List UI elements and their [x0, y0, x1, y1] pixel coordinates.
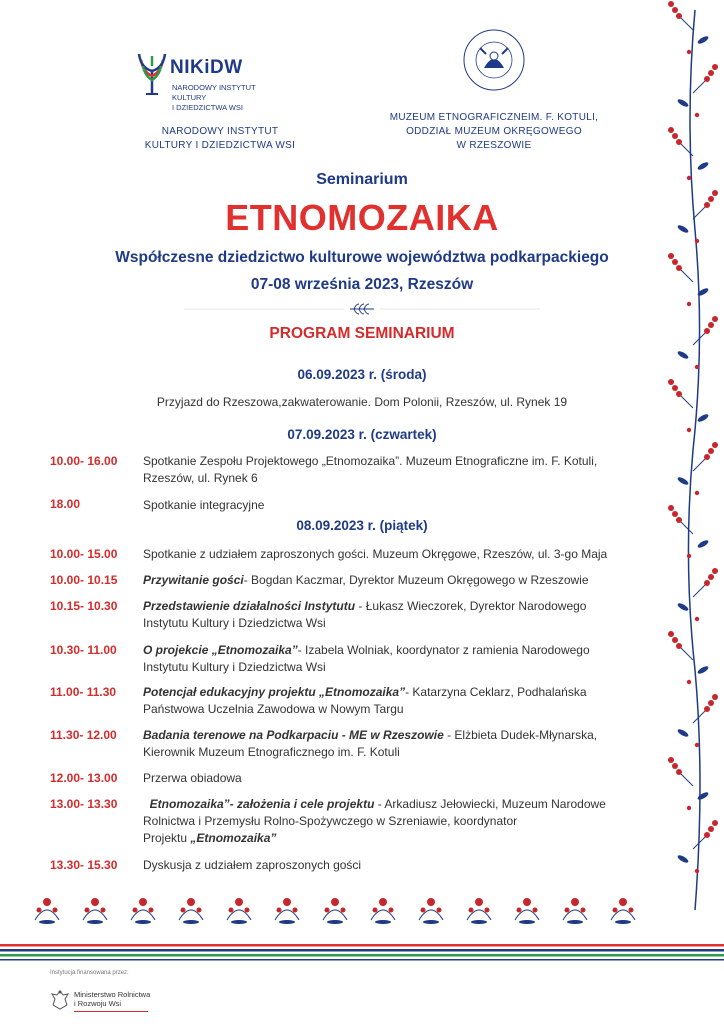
ministry-line2: i Rozwoju Wsi: [74, 999, 122, 1008]
item-text: - Izabela Wolniak, koordynator z ramienia Narodowego: [297, 643, 590, 657]
item-text: - Bogdan Kaczmar, Dyrektor Muzeum Okręgowego w Rzeszowie: [243, 573, 589, 587]
item-text: - Łukasz Wieczorek, Dyrektor Narodowego: [355, 599, 587, 613]
folk-ornament-bottom-icon: [20, 880, 660, 940]
item-text2: Instytutu Kultury i Dziedzictwa Wsi: [143, 616, 326, 630]
day-heading-1: 06.09.2023 r. (środa): [297, 367, 427, 382]
day-heading-2: 07.09.2023 r. (czwartek): [287, 427, 437, 442]
item-desc: [143, 546, 643, 563]
inst-right-line2: ODDZIAŁ MUZEUM OKRĘGOWEGO: [406, 126, 582, 137]
item-desc: [143, 684, 643, 718]
item-text2: Rolnictwa i Przemysłu Rolno-Spożywczego w Szreniawie, koordynator: [143, 814, 518, 828]
ministry-line1: Ministerstwo Rolnictwa: [74, 990, 151, 999]
item-desc: [143, 796, 643, 847]
item-text: Spotkanie z udziałem zaproszonych gości. Muzeum Okręgowe, Rzeszów, ul. 3-go Maja: [143, 547, 608, 561]
item-desc: [143, 598, 643, 632]
item-text: Dyskusja z udziałem zaproszonych gości: [143, 858, 362, 872]
ministry-underline: [74, 1011, 148, 1012]
subtitle: Współczesne dziedzictwo kulturowe województwa podkarpackiego: [115, 249, 609, 266]
item-time: 11.30- 12.00: [50, 728, 117, 742]
item-text2: Instytutu Kultury i Dziedzictwa Wsi: [143, 660, 326, 674]
item-time: 10.15- 10.30: [50, 599, 118, 613]
item-text: - Elżbieta Dudek-Młynarska,: [443, 728, 598, 742]
inst-left-line2: KULTURY I DZIEDZICTWA WSI: [144, 140, 296, 151]
item-lead: O projekcie „Etnomozaika”: [143, 643, 298, 657]
item-time: 10.00- 10.15: [50, 573, 118, 587]
funded-label: Instytucja finansowana przez:: [50, 970, 129, 976]
item-text2: Kierownik Muzeum Etnograficznego im. F. Kotuli: [143, 745, 400, 759]
item-desc: [143, 453, 643, 487]
color-stripes: [0, 944, 724, 964]
folk-ornament-right-icon: [655, 0, 724, 920]
day-1-note: Przyjazd do Rzeszowa,zakwaterowanie. Dom Polonii, Rzeszów, ul. Rynek 19: [156, 395, 568, 409]
inst-right-line1: MUZEUM ETNOGRAFICZNEIM. F. KOTULI,: [389, 112, 599, 123]
item-text: - Arkadiusz Jełowiecki, Muzeum Narodowe: [374, 797, 606, 811]
inst-left-line1: NARODOWY INSTYTUT: [161, 126, 279, 137]
ministry-name: [74, 990, 150, 1008]
item-lead: Badania terenowe na Podkarpaciu - ME w Rzeszowie: [143, 728, 444, 742]
day-heading-3: 08.09.2023 r. (piątek): [296, 518, 428, 533]
eagle-emblem-icon: [50, 988, 70, 1012]
item-desc: [143, 497, 643, 514]
seminar-label: Seminarium: [316, 171, 408, 188]
institute-left-name: [140, 125, 300, 153]
item-lead: Potencjał edukacyjny projektu „Etnomozaika”: [143, 685, 406, 699]
item-text3: Projektu: [143, 831, 191, 845]
item-desc: [143, 642, 643, 676]
item-text: Spotkanie integracyjne: [143, 498, 265, 512]
main-title: ETNOMOZAIKA: [225, 197, 499, 238]
item-lead: Etnomozaika”- założenia i cele projektu: [143, 797, 375, 811]
item-time: 13.30- 15.30: [50, 858, 118, 872]
item-time: 10.00- 16.00: [50, 454, 118, 468]
nikidw-sub-line2: I DZIEDZICTWA WSI: [172, 103, 243, 112]
museum-logo-icon: [462, 28, 526, 92]
dates-place: 07-08 września 2023, Rzeszów: [250, 276, 474, 293]
item-time: 12.00- 13.00: [50, 771, 118, 785]
item-text: - Katarzyna Ceklarz, Podhalańska: [405, 685, 587, 699]
program-title: PROGRAM SEMINARIUM: [269, 325, 455, 342]
item-text: Spotkanie Zespołu Projektowego „Etnomozaika”. Muzeum Etnograficzne im. F. Kotuli,: [143, 454, 598, 468]
item-desc: [143, 572, 643, 589]
nikidw-subtitle: [172, 83, 282, 113]
nikidw-name: NIKiDW: [170, 57, 243, 78]
item-text2: Rzeszów, ul. Rynek 6: [143, 471, 258, 485]
item-text3-bold: „Etnomozaika”: [190, 831, 277, 845]
item-desc: [143, 857, 643, 874]
item-desc: [143, 770, 643, 787]
leaf-divider-icon: [184, 302, 540, 316]
institute-right-name: [378, 111, 610, 153]
item-time: 18.00: [50, 497, 81, 511]
item-time: 10.30- 11.00: [50, 643, 117, 657]
item-time: 10.00- 15.00: [50, 547, 118, 561]
item-lead: Przywitanie gości: [143, 573, 244, 587]
nikidw-sub-line1: NARODOWY INSTYTUT KULTURY: [172, 83, 256, 102]
item-time: 11.00- 11.30: [50, 685, 117, 699]
item-lead: Przedstawienie działalności Instytutu: [143, 599, 356, 613]
inst-right-line3: W RZESZOWIE: [456, 140, 532, 151]
item-time: 13.00- 13.30: [50, 797, 118, 811]
item-text: Przerwa obiadowa: [143, 771, 242, 785]
item-desc: [143, 727, 643, 761]
item-text2: Państwowa Uczelnia Zawodowa w Nowym Targu: [143, 702, 404, 716]
